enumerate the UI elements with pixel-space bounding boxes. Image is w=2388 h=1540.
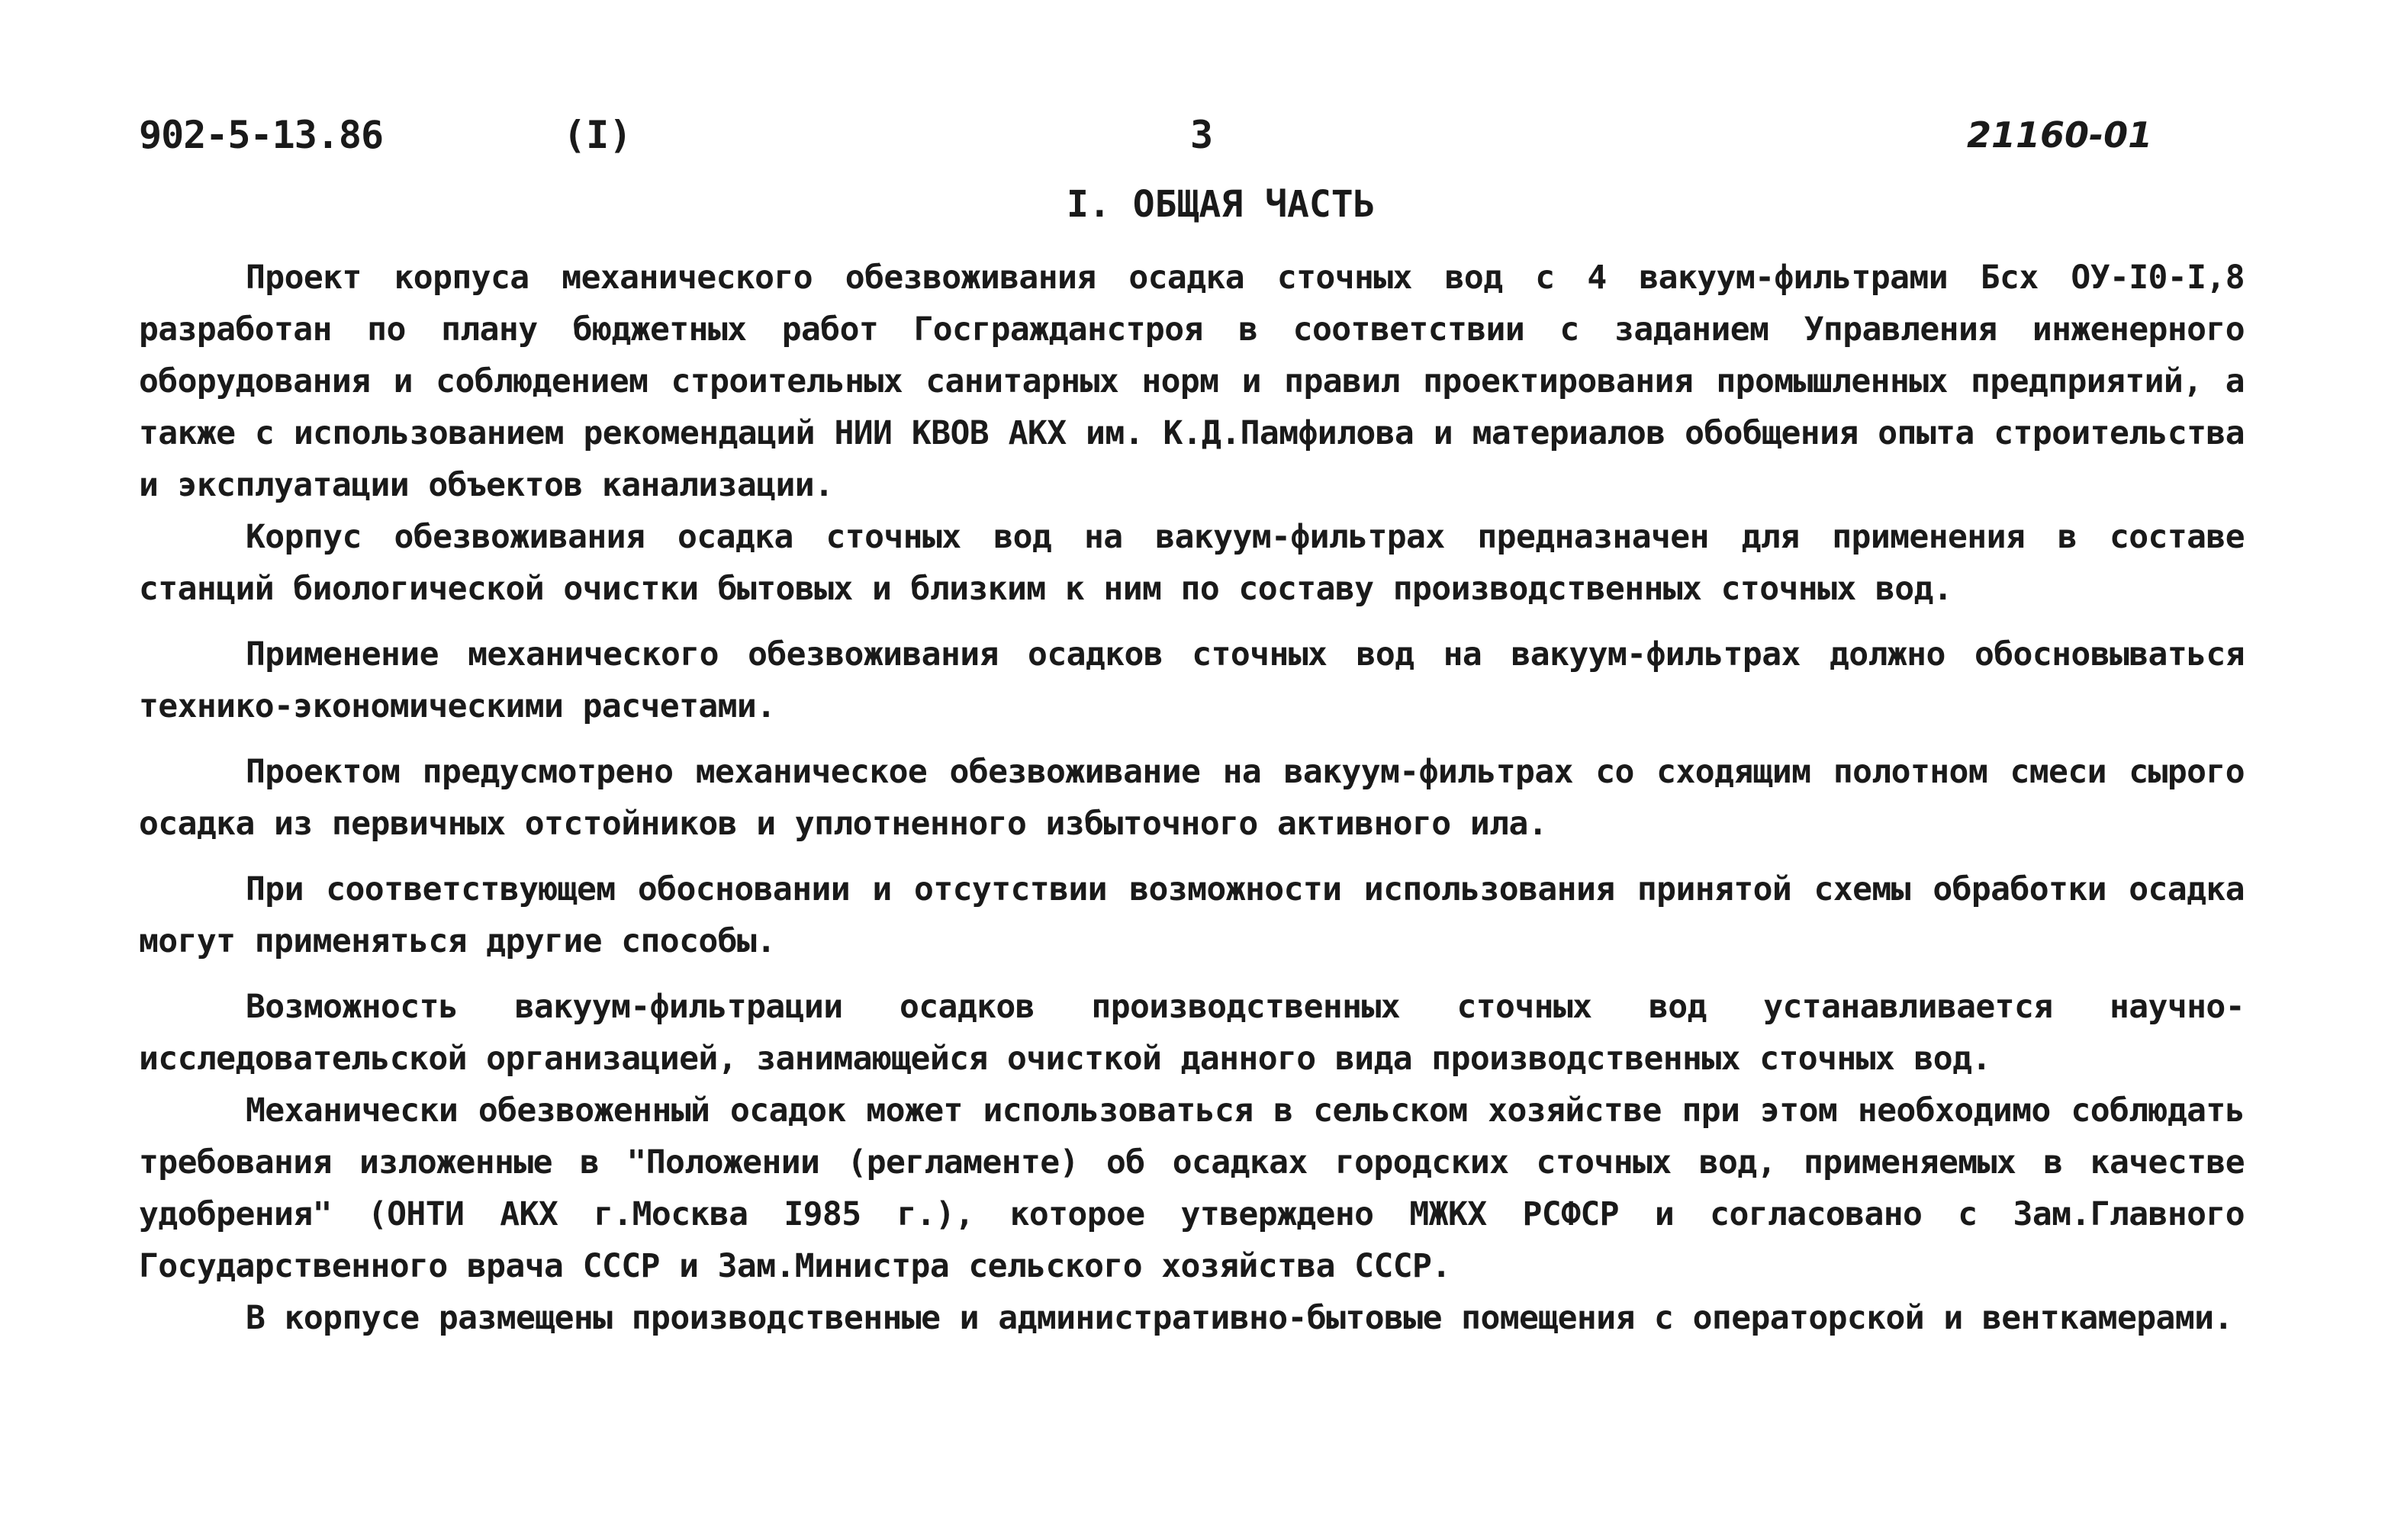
paragraph-industrial-wastewater: Возможность вакуум-фильтрации осадков производственных сточных вод устанавливается научно-исследовательской организацией, занимающейся очисткой данного вида производственных сточных вод. [139,988,2245,1078]
page-number: 3 [1190,113,1214,157]
document-body [139,252,2245,1344]
paragraph-alternatives: При соответствующем обосновании и отсутствии возможности использования принятой схемы обработки осадка могут применяться другие способы. [139,870,2245,960]
sheet-marker: (I) [563,113,632,157]
document-code: 902-5-13.86 [139,113,384,157]
inventory-number: 21160-01 [1967,114,2153,156]
paragraph-project-basis: Проект корпуса механического обезвоживания осадка сточных вод с 4 вакуум-фильтрами Бсх ОУ-I0-I,8 разработан по плану бюджетных работ Госгражданстроя в соответствии с заданием Управления инженерного оборудования и соблюдением строительных санитарных норм и правил проектирования промышленных предприятий, а также с использованием рекомендаций НИИ КВОВ АКХ им. К.Д.Памфилова и материалов обобщения опыта строительства и эксплуатации объектов канализации. [139,259,2245,504]
paragraph-process: Проектом предусмотрено механическое обезвоживание на вакуум-фильтрах со сходящим полотном смеси сырого осадка из первичных отстойников и уплотненного избыточного активного ила. [139,753,2245,843]
paragraph-justification: Применение механического обезвоживания осадков сточных вод на вакуум-фильтрах должно обосновываться технико-экономическими расчетами. [139,635,2245,725]
section-title: I. ОБЩАЯ ЧАСТЬ [1067,183,1376,226]
paragraph-premises: В корпусе размещены производственные и административно-бытовые помещения с операторской и венткамерами. [246,1299,2233,1337]
paragraph-purpose: Корпус обезвоживания осадка сточных вод на вакуум-фильтрах предназначен для применения в составе станций биологической очистки бытовых и близким к ним по составу производственных сточных вод. [139,518,2245,608]
paragraph-agricultural-use: Механически обезвоженный осадок может использоваться в сельском хозяйстве при этом необходимо соблюдать требования изложенные в "Положении (регламенте) об осадках городских сточных вод, применяемых в качестве удобрения" (ОНТИ АКХ г.Москва I985 г.), которое утверждено МЖКХ РСФСР и согласовано с Зам.Главного Государственного врача СССР и Зам.Министра сельского хозяйства СССР. [139,1092,2245,1285]
